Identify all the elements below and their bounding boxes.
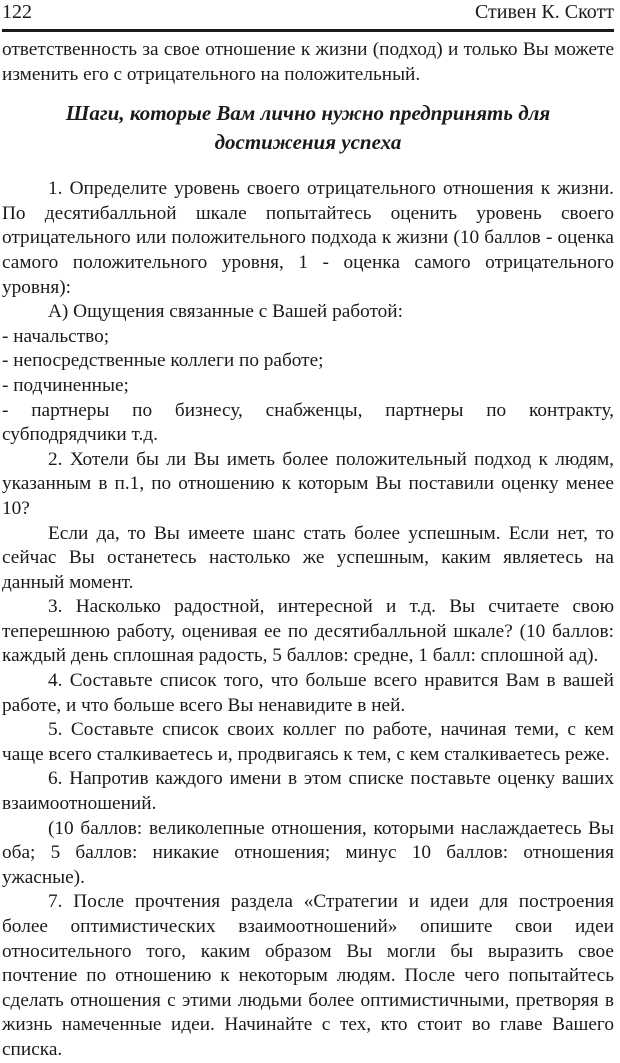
paragraph-step-2: 2. Хотели бы ли Вы иметь более положительный подход к людям, указанным в п.1, по отношению к которым Вы поставили оценку менее 10?: [2, 448, 614, 519]
page-header: [2, 0, 614, 29]
paragraph-if-yes: Если да, то Вы имеете шанс стать более успешным. Если нет, то сейчас Вы останетесь настолько же успешным, каким являетесь на данный момент.: [2, 522, 614, 593]
paragraph-step-6: 6. Напротив каждого имени в этом списке поставьте оценку ваших взаимоотношений.: [2, 768, 614, 815]
header-rule: [2, 29, 614, 32]
paragraph-step-1: 1. Определите уровень своего отрицательного отношения к жизни. По десятибалльной шкале попытайтесь оценить уровень своего отрицательного или положительного подхода к жизни (10 баллов - оценка самого положительного уровня, 1 - оценка самого отрицательного уровня):: [2, 178, 614, 298]
section-heading: [2, 99, 614, 157]
paragraph-rating-scale: (10 баллов: великолепные отношения, которыми наслаждаетесь Вы оба; 5 баллов: никакие отношения; минус 10 баллов: отношения ужасные).: [2, 817, 614, 888]
list-item-subordinates: - подчиненные;: [2, 374, 129, 396]
paragraph-step-4: 4. Составьте список того, что больше всего нравится Вам в вашей работе, и что больше всего Вы ненавидите в ней.: [2, 670, 614, 716]
list-item-boss: - начальство;: [2, 325, 110, 347]
paragraph-work-feelings: А) Ощущения связанные с Вашей работой:: [48, 301, 403, 323]
list-item-partners: - партнеры по бизнесу, снабженцы, партнеры по контракту, субподрядчики т.д.: [2, 399, 614, 446]
paragraph-step-3: 3. Насколько радостной, интересной и т.д. Вы считаете свою теперешнюю работу, оценивая ее по десятибалльной шкале? (10 баллов: каждый день сплошная радость, 5 баллов: средне, 1 балл: сплошной ад).: [2, 596, 614, 667]
intro-paragraph: ответственность за свое отношение к жизни (подход) и только Вы можете изменить его с отрицательного на положительный.: [2, 39, 614, 85]
paragraph-step-7: 7. После прочтения раздела «Стратегии и идеи для построения более оптимистических взаимоотношений» опишите свои идеи относительного того, каким образом Вы могли бы выразить свое почтение по отношению к некоторым людям. После чего попытайтесь сделать отношения с этими людьми более оптимистичными, претворяя в жизнь намеченные идеи. Начинайте с тех, кто стоит во главе Вашего списка.: [2, 891, 614, 1060]
list-item-colleagues: - непосредственные коллеги по работе;: [2, 350, 324, 372]
section-heading-line-2: достижения успеха: [214, 130, 402, 155]
page-number: 122: [2, 1, 32, 23]
section-heading-line-1: Шаги, которые Вам лично нужно предпринять для: [65, 101, 551, 126]
running-title: Стивен К. Скотт: [474, 1, 614, 23]
paragraph-step-5: 5. Составьте список своих коллег по работе, начиная теми, с кем чаще всего сталкиваетесь и, продвигаясь к тем, с кем сталкиваетесь реже.: [2, 719, 614, 765]
spacer: [2, 169, 614, 177]
